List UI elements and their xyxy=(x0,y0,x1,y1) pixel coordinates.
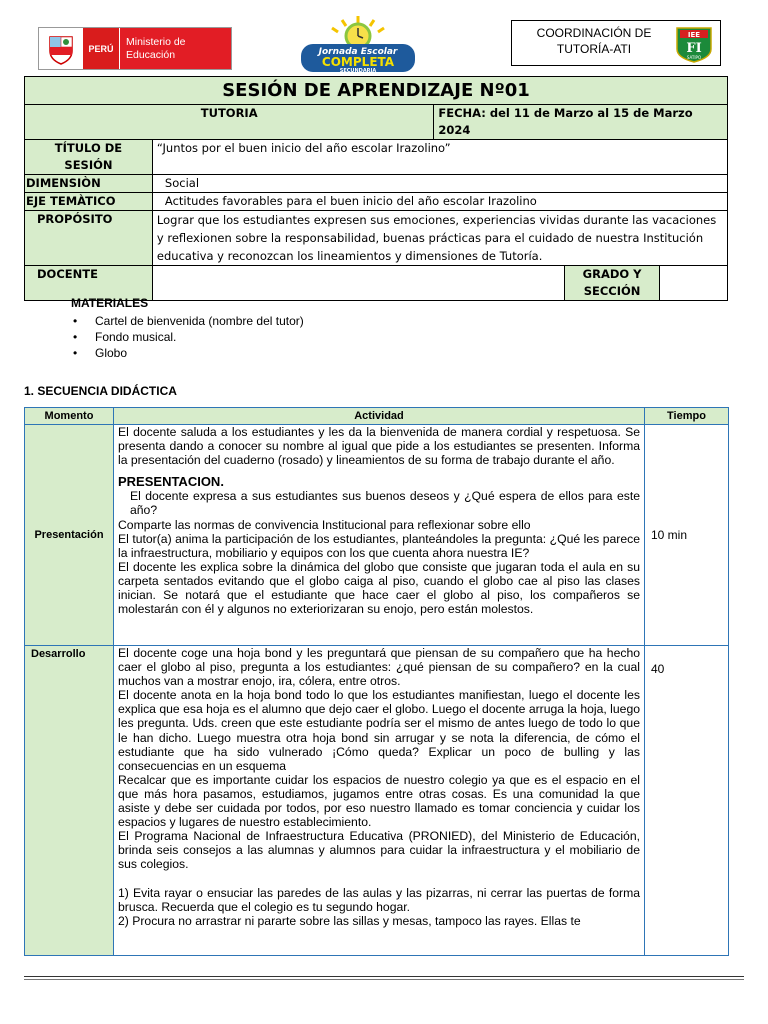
list-item: • Cartel de bienvenida (nombre del tutor) xyxy=(95,313,304,329)
didactic-sequence-table xyxy=(24,407,729,956)
jec-line3: SECUNDARIA xyxy=(339,68,377,74)
list-item: • Fondo musical. xyxy=(95,329,304,345)
purpose-value: Lograr que los estudiantes expresen sus emociones, experiencias vividas durante las vacaciones y reflexionen sobre la responsabilidad, buenas prácticas para el cuidado de nuestra Institución educativa y reconozcan los lineamientos y dimensiones de Tutoría. xyxy=(152,211,727,266)
dimension-label: DIMENSIÒN xyxy=(25,175,153,193)
footer-divider xyxy=(24,979,744,980)
column-header-moment: Momento xyxy=(25,408,114,425)
area-label: TUTORIA xyxy=(25,105,434,140)
column-header-time: Tiempo xyxy=(645,408,729,425)
coordination-box xyxy=(511,20,721,66)
time-presentacion: 10 min xyxy=(645,425,729,646)
moment-desarrollo: Desarrollo xyxy=(25,646,114,956)
materials-section xyxy=(71,296,304,361)
list-item: • Globo xyxy=(95,345,304,361)
jec-line2: COMPLETA xyxy=(321,55,395,69)
table-header-row xyxy=(25,408,729,425)
table-row xyxy=(25,425,729,646)
session-info-table xyxy=(24,76,728,301)
moment-presentacion: Presentación xyxy=(25,425,114,646)
session-title: SESIÓN DE APRENDIZAJE Nº01 xyxy=(25,77,728,105)
time-desarrollo: 40 xyxy=(645,646,729,956)
column-header-activity: Actividad xyxy=(114,408,645,425)
materials-heading: MATERIALES xyxy=(71,296,149,310)
presentation-subtitle: PRESENTACION. xyxy=(118,474,224,490)
coordination-line1: COORDINACIÓN DE xyxy=(536,26,652,40)
materials-list xyxy=(71,313,304,361)
grade-section-value xyxy=(660,266,728,301)
svg-text:IEE: IEE xyxy=(687,31,701,39)
teacher-label: DOCENTE xyxy=(25,266,153,301)
peru-label: PERÚ xyxy=(83,28,119,69)
ministry-label: Ministerio de Educación xyxy=(119,28,231,69)
activity-desarrollo: El docente coge una hoja bond y les preguntará que piensan de su compañero que ha hecho caer el globo al piso, pregunta a los estudiantes: ¿qué piensan de su compañero? en la cual muchos van a mostrar enojo, ira, cólera, entre otros. El docente anota en la hoja bond todo lo que los estudiantes manifiestan, luego el docente les explica que esa hoja es el alumno que dejo caer el globo. Luego el docente arruga la hoja, luego les pregunta. Uds. creen que este estudiante podría ser el mismo de antes luego de todo lo que le han dicho. Luego muestra otra hoja bond sin arrugar y se nota la diferencia, de cómo el estudiante que ha sido vulnerado ¡Cómo queda? Explicar un poco de bulling y las consecuencias en un esquema Recalcar que es importante cuidar los espacios de nuestro colegio ya que es el espacio en el que más hora pasamos, estudiamos, jugamos entre otras cosas. Es una comunidad la que asiste y debe ser cuidada por todos, por eso nuestro llamado es tomar conciencia y cuidar los espacios y lugares de nuestro establecimiento. El Programa Nacional de Infraestructura Educativa (PRONIED), del Ministerio de Educación, brinda seis consejos a las alumnas y alumnos para cuidar la infraestructura y el mobiliario de sus colegios. 1) Evita rayar o ensuciar las paredes de las aulas y las pizarras, ni cerrar las puertas de forma brusca. Recuerda que el colegio es tu segundo hogar. 2) Procura no arrastrar ni pararte sobre las sillas y mesas, tampoco las rayes. Ellas te xyxy=(114,646,645,956)
school-badge-icon xyxy=(674,25,714,63)
svg-text:FI: FI xyxy=(686,41,702,56)
coordination-line2: TUTORÍA-ATI xyxy=(556,42,632,56)
sequence-title: 1. SECUENCIA DIDÁCTICA xyxy=(24,384,177,398)
footer-divider xyxy=(24,976,744,977)
date-label: FECHA: del 11 de Marzo al 15 de Marzo 2024 xyxy=(434,105,728,140)
minedu-logo xyxy=(38,27,232,70)
theme-axis-label: EJE TEMÀTICO xyxy=(25,193,153,211)
peru-shield-icon xyxy=(39,28,83,69)
session-title-value: “Juntos por el buen inicio del año escolar Irazolino” xyxy=(152,140,727,175)
dimension-value: Social xyxy=(152,175,727,193)
theme-axis-value: Actitudes favorables para el buen inicio del año escolar Irazolino xyxy=(152,193,727,211)
svg-text:SATIPO: SATIPO xyxy=(686,55,702,60)
table-row xyxy=(25,646,729,956)
session-title-label: TÍTULO DE SESIÓN xyxy=(25,140,153,175)
jec-line1: Jornada Escolar xyxy=(318,47,398,57)
jornada-escolar-completa-logo xyxy=(296,14,420,76)
grade-section-label: GRADO Y SECCIÓN xyxy=(565,266,660,301)
activity-presentacion: El docente saluda a los estudiantes y les da la bienvenida de manera cordial y respetuosa. Se presenta dando a conocer su nombre al igual que pide a los estudiantes se presenten. Informa la presentación del cuaderno (rosado) y lineamientos de su forma de trabajo durante el año. PRESENTACION. El docente expresa a sus estudiantes sus buenos deseos y ¿Qué espera de ellos para este año? Comparte las normas de convivencia Institucional para reflexionar sobre ello El tutor(a) anima la participación de los estudiantes, planteándoles la pregunta: ¿Qué les parece la infraestructura, mobiliario y equipos con los que cuenta ahora nuestra IE? El docente les explica sobre la dinámica del globo que consiste que jugaran toda el aula en su carpeta sentados evitando que el globo caiga al piso, cuando el globo cae al piso las clases inician. Se notará que el estudiante que hace caer el globo al piso, los compañeros se molestarán con él y algunos no exteriorizaran su enojo, pero están molestos. xyxy=(114,425,645,646)
purpose-label: PROPÓSITO xyxy=(25,211,153,266)
